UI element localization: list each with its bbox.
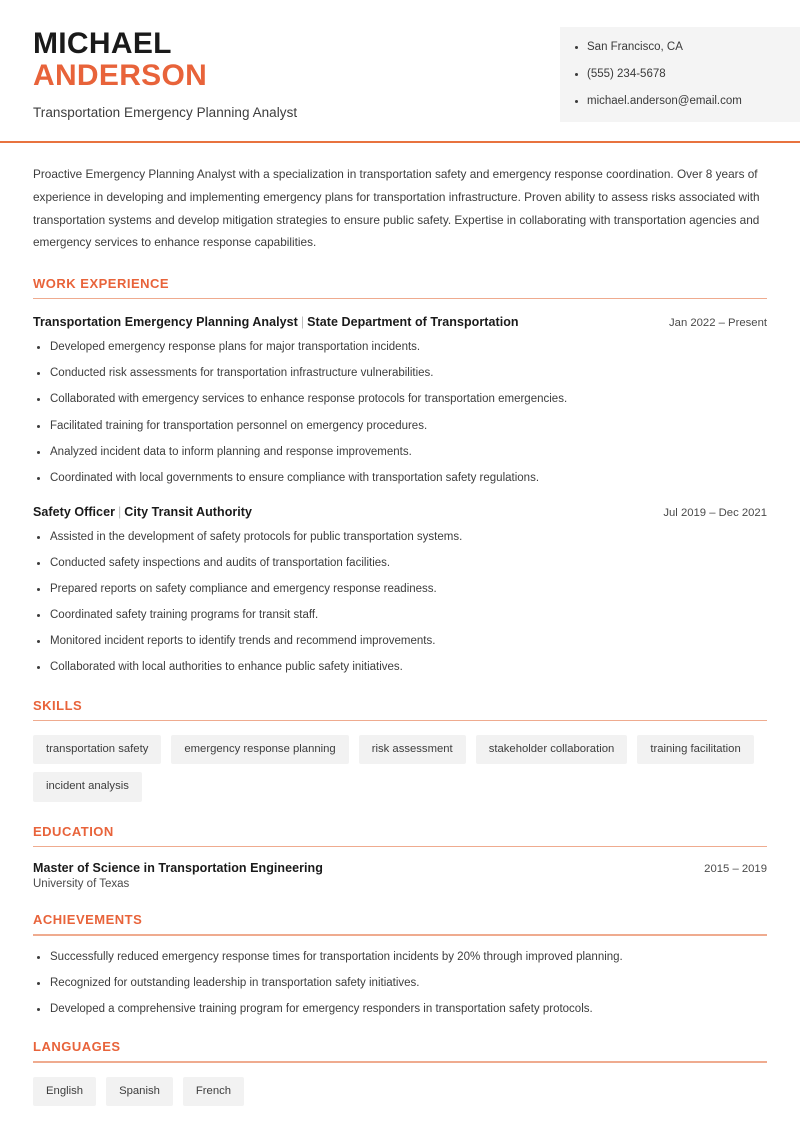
work-date-range: Jan 2022 – Present — [669, 317, 767, 330]
work-bullet: Analyzed incident data to inform planning and response improvements. — [33, 445, 767, 461]
contact-item-email[interactable]: michael.anderson@email.com — [574, 95, 767, 109]
work-bullet: Prepared reports on safety compliance and emergency response readiness. — [33, 582, 767, 598]
language-chip: English — [33, 1077, 96, 1106]
identity-block — [33, 20, 297, 120]
section-title-languages: LANGUAGES — [33, 1039, 121, 1055]
work-bullet: Conducted risk assessments for transportation infrastructure vulnerabilities. — [33, 366, 767, 382]
header-divider — [0, 141, 800, 143]
language-chip: Spanish — [106, 1077, 173, 1106]
education-date-range: 2015 – 2019 — [704, 863, 767, 876]
last-name: ANDERSON — [33, 59, 208, 93]
work-bullet: Collaborated with local authorities to enhance public safety initiatives. — [33, 660, 767, 676]
section-title-work-experience: WORK EXPERIENCE — [33, 275, 170, 291]
work-bullet: Coordinated safety training programs for transit staff. — [33, 608, 767, 624]
skill-chip: stakeholder collaboration — [476, 735, 628, 764]
achievement-bullet: Successfully reduced emergency response times for transportation incidents by 20% through improved planning. — [33, 950, 767, 966]
work-bullet: Facilitated training for transportation personnel on emergency procedures. — [33, 419, 767, 435]
section-work-experience — [33, 276, 767, 676]
section-divider-skills — [33, 720, 767, 722]
work-bullet: Collaborated with emergency services to enhance response protocols for transportation emergencies. — [33, 392, 767, 408]
work-bullet: Conducted safety inspections and audits of transportation facilities. — [33, 556, 767, 572]
first-name: MICHAEL — [33, 27, 172, 60]
work-company: State Department of Transportation — [307, 315, 519, 330]
achievement-bullets — [33, 950, 767, 1018]
education-entry-header — [33, 861, 767, 875]
skill-chip: transportation safety — [33, 735, 161, 764]
work-entry-title-line — [33, 313, 519, 331]
language-chip: French — [183, 1077, 244, 1106]
title-separator: | — [117, 505, 122, 520]
achievement-bullet: Recognized for outstanding leadership in transportation safety initiatives. — [33, 976, 767, 992]
work-bullets — [33, 340, 767, 486]
section-achievements — [33, 912, 767, 1017]
education-school: University of Texas — [33, 878, 130, 891]
education-degree: Master of Science in Transportation Engineering — [33, 861, 323, 876]
title-separator: | — [300, 315, 305, 330]
skills-chip-list — [33, 735, 773, 802]
work-bullet: Coordinated with local governments to ensure compliance with transportation safety regulations. — [33, 471, 767, 487]
contact-item-phone: (555) 234-5678 — [574, 68, 767, 82]
section-title-skills: SKILLS — [33, 697, 83, 713]
resume-header — [0, 0, 800, 122]
skill-chip: risk assessment — [359, 735, 466, 764]
work-bullets — [33, 530, 767, 676]
work-entry-title-line — [33, 503, 252, 521]
contact-list — [574, 41, 767, 108]
work-entry-header — [33, 313, 767, 331]
work-company: City Transit Authority — [124, 505, 253, 520]
section-title-education: EDUCATION — [33, 823, 114, 839]
section-languages — [33, 1039, 767, 1106]
languages-chip-list — [33, 1077, 773, 1106]
skill-chip: emergency response planning — [171, 735, 348, 764]
skill-chip: training facilitation — [637, 735, 753, 764]
work-role: Safety Officer — [33, 505, 115, 520]
section-title-achievements: ACHIEVEMENTS — [33, 912, 143, 928]
headline-job-title: Transportation Emergency Planning Analyst — [33, 104, 298, 120]
work-entry-header — [33, 503, 767, 521]
work-bullet: Monitored incident reports to identify trends and recommend improvements. — [33, 634, 767, 650]
skill-chip: incident analysis — [33, 772, 142, 801]
work-date-range: Jul 2019 – Dec 2021 — [663, 507, 767, 520]
work-role: Transportation Emergency Planning Analyst — [33, 315, 298, 330]
section-skills — [33, 698, 767, 802]
section-education — [33, 824, 767, 891]
contact-box — [560, 27, 800, 122]
education-entry — [33, 861, 767, 890]
section-divider-achievements — [33, 934, 767, 936]
section-divider-languages — [33, 1061, 767, 1063]
section-divider-education — [33, 846, 767, 848]
work-bullet: Assisted in the development of safety protocols for public transportation systems. — [33, 530, 767, 546]
resume-body — [0, 163, 800, 1106]
work-entry — [33, 503, 767, 676]
section-divider-work-experience — [33, 298, 767, 300]
professional-summary: Proactive Emergency Planning Analyst with a specialization in transportation safety and emergency response coordination. Over 8 years of experience in developing and implementing emergency plans for transportation infrastructure. Proven ability to assess risks associated with transportation systems and develop mitigation strategies to ensure public safety. Expertise in collaborating with transportation agencies and emergency services to enhance response capabilities. — [33, 167, 760, 250]
contact-item-location: San Francisco, CA — [574, 41, 767, 55]
work-bullet: Developed emergency response plans for major transportation incidents. — [33, 340, 767, 356]
work-entry — [33, 313, 767, 486]
achievement-bullet: Developed a comprehensive training program for emergency responders in transportation safety protocols. — [33, 1002, 767, 1018]
